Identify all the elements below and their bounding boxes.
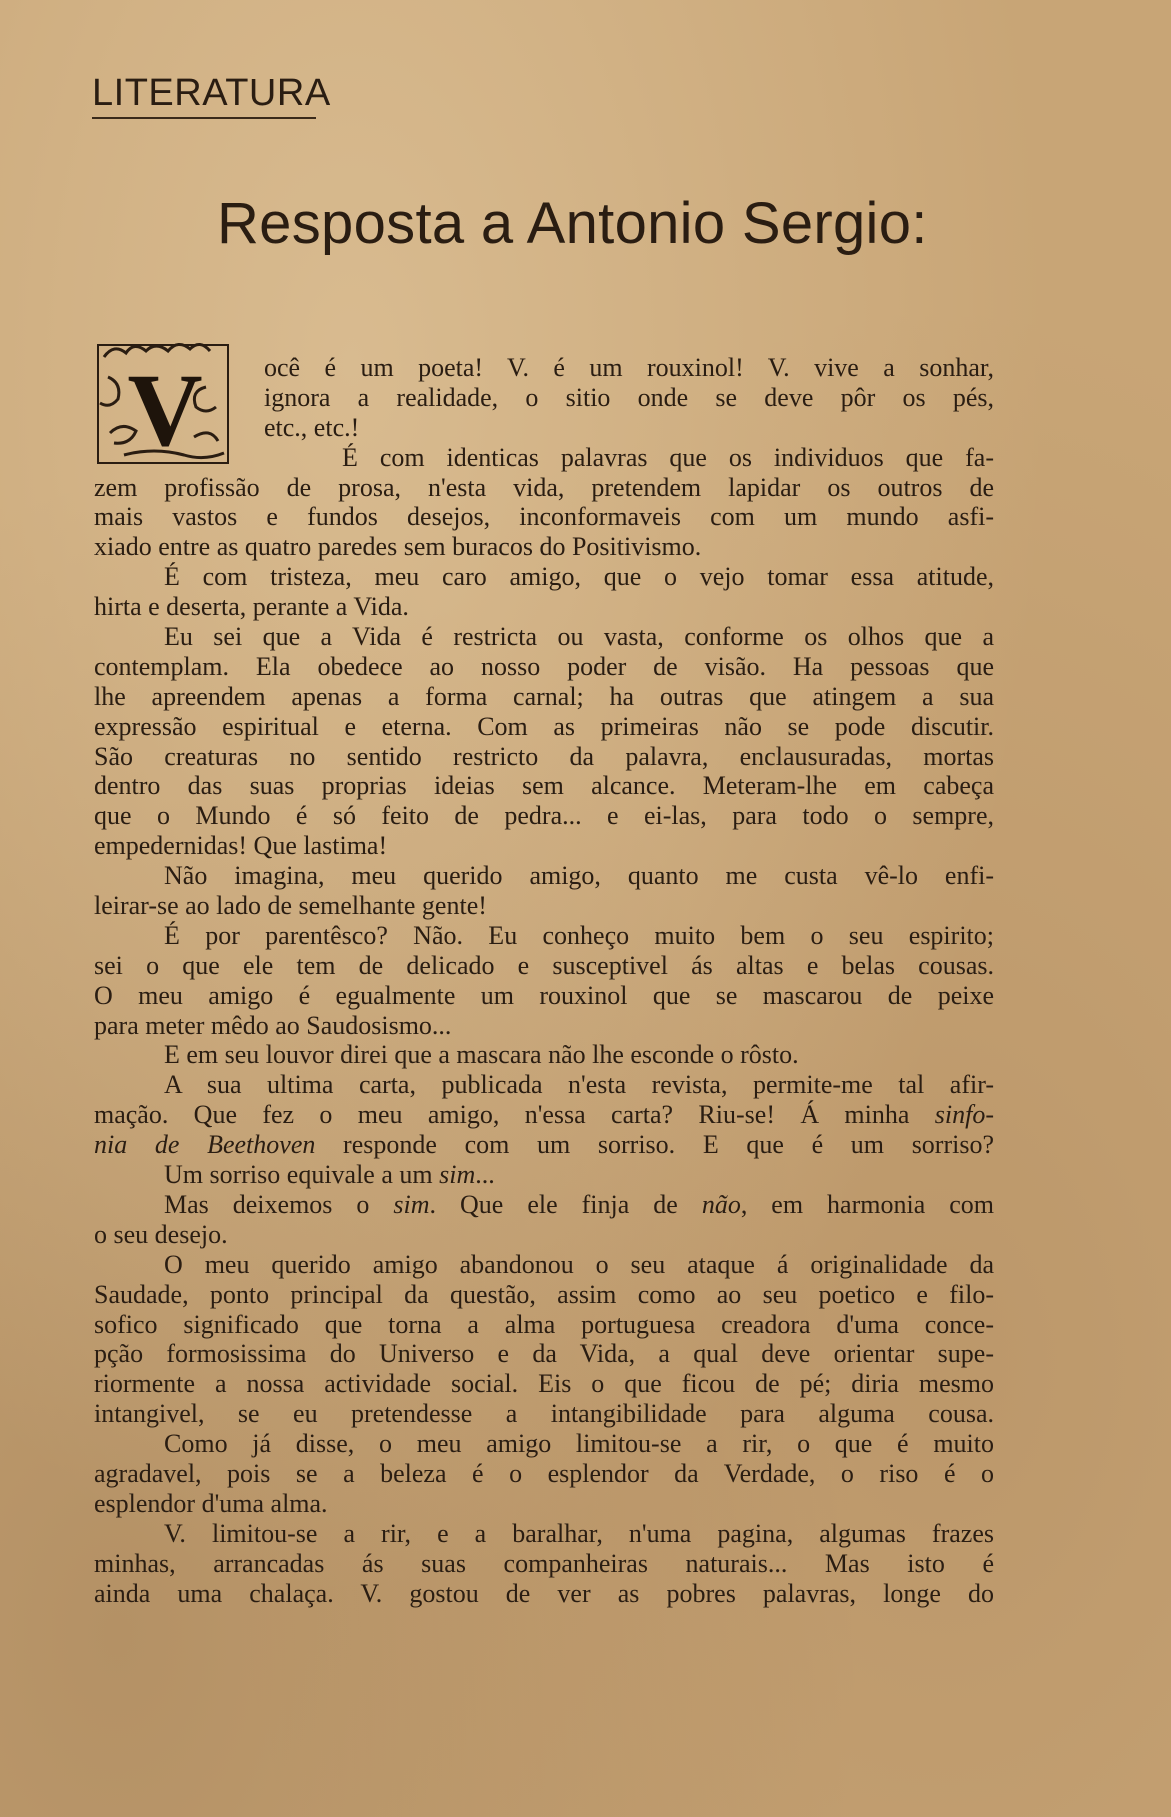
body-text: mação. Que fez o meu amigo, n'essa carta? Riu-se! Á minha	[94, 1100, 935, 1130]
body-line: intangivel, se eu pretendesse a intangibilidade para alguma cousa.	[94, 1399, 994, 1429]
body-line: V. limitou-se a rir, e a baralhar, n'uma pagina, algumas frazes	[164, 1518, 994, 1548]
section-label: LITERATURA	[92, 72, 331, 114]
body-line: minhas, arrancadas ás suas companheiras naturais... Mas isto é	[94, 1548, 994, 1578]
body-line: Eu sei que a Vida é restricta ou vasta, conforme os olhos que a	[164, 622, 994, 652]
body-line	[94, 1160, 994, 1190]
body-line: o seu desejo.	[94, 1219, 228, 1249]
body-line: esplendor d'uma alma.	[94, 1488, 328, 1518]
body-line: sei o que ele tem de delicado e susceptivel ás altas e belas cousas.	[94, 950, 994, 980]
drop-cap-letter: V	[127, 353, 203, 468]
body-line: mais vastos e fundos desejos, inconformaveis com um mundo asfi-	[94, 502, 994, 532]
body-line: contemplam. Ela obedece ao nosso poder de visão. Ha pessoas que	[94, 651, 994, 681]
body-text: Mas deixemos o	[164, 1189, 394, 1219]
body-line	[94, 1190, 994, 1220]
body-line: E em seu louvor direi que a mascara não lhe esconde o rôsto.	[164, 1040, 799, 1070]
body-text: , em harmonia com	[740, 1189, 995, 1219]
body-line: Saudade, ponto principal da questão, assim como ao seu poetico e filo-	[94, 1279, 994, 1309]
body-line	[94, 1130, 994, 1160]
body-emphasis: sim	[439, 1160, 476, 1190]
body-line: pção formosissima do Universo e da Vida, a qual deve orientar supe-	[94, 1339, 994, 1369]
body-emphasis: não	[701, 1189, 741, 1219]
body-line: A sua ultima carta, publicada n'esta revista, permite-me tal afir-	[164, 1070, 994, 1100]
body-line: dentro das suas proprias ideias sem alcance. Meteram-lhe em cabeça	[94, 771, 994, 801]
body-line: hirta e deserta, perante a Vida.	[94, 592, 409, 622]
article-body	[94, 353, 994, 1608]
body-line: ainda uma chalaça. V. gostou de ver as pobres palavras, longe do	[94, 1578, 994, 1608]
body-line: agradavel, pois se a beleza é o esplendor da Verdade, o riso é o	[94, 1458, 994, 1488]
body-line: zem profissão de prosa, n'esta vida, pretendem lapidar os outros de	[94, 472, 994, 502]
body-line: Não imagina, meu querido amigo, quanto me custa vê-lo enfi-	[164, 861, 994, 891]
body-line: É por parentêsco? Não. Eu conheço muito bem o seu espirito;	[164, 920, 994, 950]
body-text: . Que ele finja de	[429, 1189, 702, 1219]
body-emphasis: sinfo-	[934, 1100, 994, 1130]
body-line: xiado entre as quatro paredes sem buracos do Positivismo.	[94, 532, 702, 562]
body-line: É com tristeza, meu caro amigo, que o vejo tomar essa atitude,	[164, 562, 994, 592]
body-text: responde com um sorriso. E que é um sorriso?	[315, 1130, 995, 1160]
body-line: leirar-se ao lado de semelhante gente!	[94, 891, 487, 921]
body-line: etc., etc.!	[264, 412, 360, 442]
body-line: É com identicas palavras que os individuos que fa-	[342, 442, 994, 472]
body-line	[94, 1100, 994, 1130]
article-title: Resposta a Antonio Sergio:	[217, 191, 928, 256]
body-line: São creaturas no sentido restricto da palavra, enclausuradas, mortas	[94, 741, 994, 771]
body-line: lhe apreendem apenas a forma carnal; ha outras que atingem a sua	[94, 681, 994, 711]
body-line: Como já disse, o meu amigo limitou-se a rir, o que é muito	[164, 1429, 994, 1459]
body-line: O meu querido amigo abandonou o seu ataque á originalidade da	[164, 1249, 994, 1279]
section-underline	[92, 117, 316, 119]
body-line: O meu amigo é egualmente um rouxinol que se mascarou de peixe	[94, 980, 994, 1010]
body-line: riormente a nossa actividade social. Eis o que ficou de pé; diria mesmo	[94, 1369, 994, 1399]
body-line: que o Mundo é só feito de pedra... e ei-las, para todo o sempre,	[94, 801, 994, 831]
body-line: ignora a realidade, o sitio onde se deve pôr os pés,	[264, 382, 994, 412]
body-line: expressão espiritual e eterna. Com as primeiras não se pode discutir.	[94, 711, 994, 741]
body-text: ...	[475, 1160, 495, 1190]
body-line: para meter mêdo ao Saudosismo...	[94, 1010, 452, 1040]
body-line: empedernidas! Que lastima!	[94, 831, 388, 861]
body-emphasis: nia de Beethoven	[94, 1130, 316, 1160]
body-emphasis: sim	[393, 1189, 430, 1219]
body-line: ocê é um poeta! V. é um rouxinol! V. vive a sonhar,	[264, 353, 994, 382]
body-line: sofico significado que torna a alma portuguesa creadora d'uma conce-	[94, 1309, 994, 1339]
body-text: Um sorriso equivale a um	[164, 1160, 440, 1190]
